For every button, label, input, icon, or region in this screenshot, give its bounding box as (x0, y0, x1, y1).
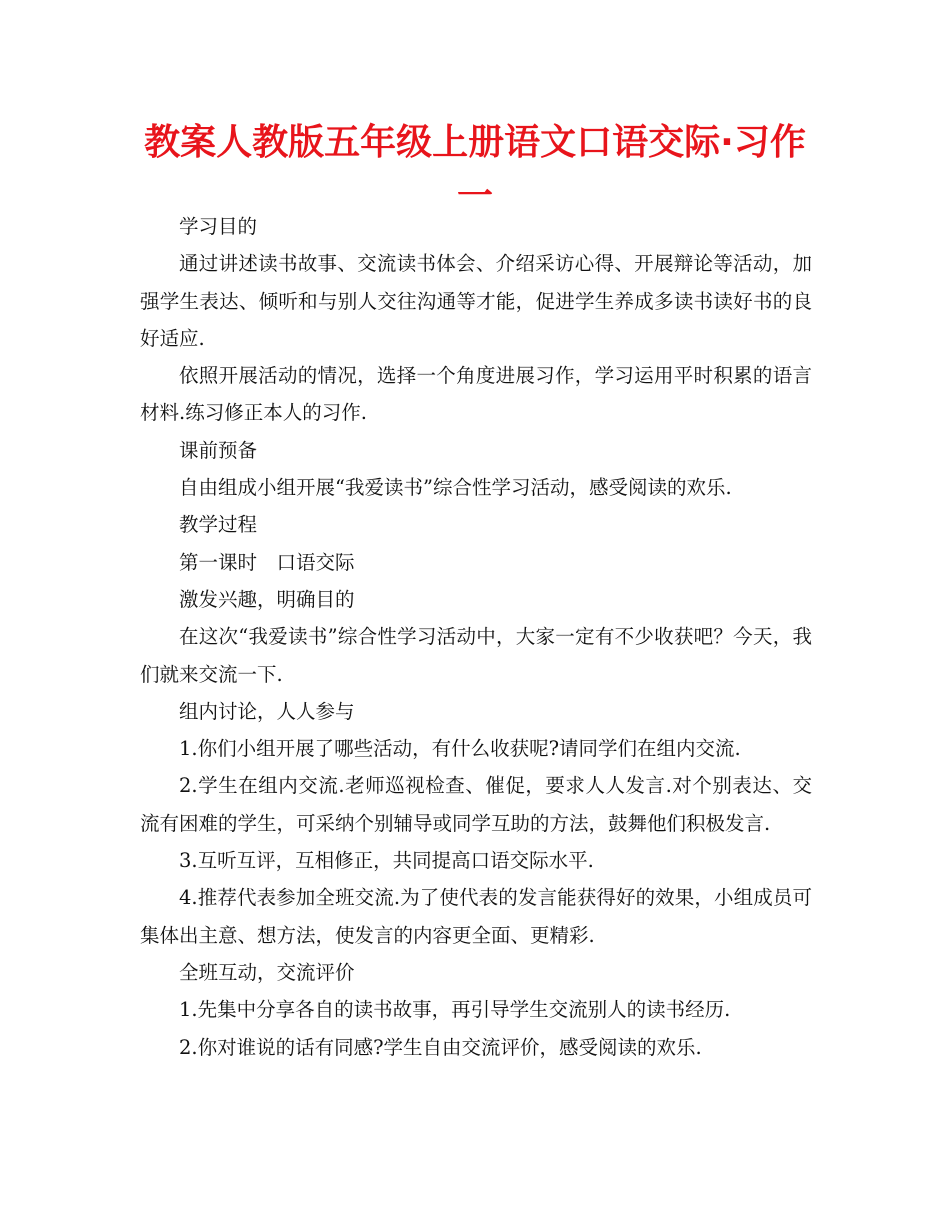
document-body (140, 208, 812, 1066)
list-item: 1.你们小组开展了哪些活动，有什么收获呢?请同学们在组内交流. (179, 737, 741, 761)
subsection-heading-lesson-one: 第一课时 口语交际 (179, 550, 355, 574)
section-heading-preparation: 课前预备 (179, 438, 258, 462)
step-heading: 组内讨论，人人参与 (179, 699, 355, 723)
step-heading: 全班互动，交流评价 (179, 960, 355, 984)
step-heading: 激发兴趣，明确目的 (179, 587, 355, 611)
section-heading-objectives: 学习目的 (179, 215, 258, 238)
paragraph: 通过讲述读书故事、交流读书体会、介绍采访心得、开展辩论等活动，加强学生表达、倾听和与别人交往沟通等才能，促进学生养成多读书读好书的良好适应. (140, 252, 812, 350)
document-title: 教案人教版五年级上册语文口语交际·习作一 (144, 122, 806, 217)
list-item: 2.你对谁说的话有同感?学生自由交流评价，感受阅读的欢乐. (179, 1035, 702, 1059)
section-heading-process: 教学过程 (179, 513, 258, 537)
paragraph: 自由组成小组开展“我爱读书”综合性学习活动，感受阅读的欢乐. (179, 476, 732, 500)
list-item: 1.先集中分享各自的读书故事，再引导学生交流别人的读书经历. (179, 998, 731, 1022)
paragraph: 依照开展活动的情况，选择一个角度进展习作，学习运用平时积累的语言材料.练习修正本人的习作. (140, 364, 812, 425)
paragraph: 在这次“我爱读书”综合性学习活动中，大家一定有不少收获吧？今天，我们就来交流一下. (140, 625, 812, 686)
list-item: 3.互听互评，互相修正，共同提高口语交际水平. (179, 849, 594, 873)
list-item: 4.推荐代表参加全班交流.为了使代表的发言能获得好的效果，小组成员可集体出主意、想方法，使发言的内容更全面、更精彩. (140, 886, 812, 947)
list-item: 2.学生在组内交流.老师巡视检查、催促，要求人人发言.对个别表达、交流有困难的学生，可采纳个别辅导或同学互助的方法，鼓舞他们积极发言. (140, 774, 812, 835)
